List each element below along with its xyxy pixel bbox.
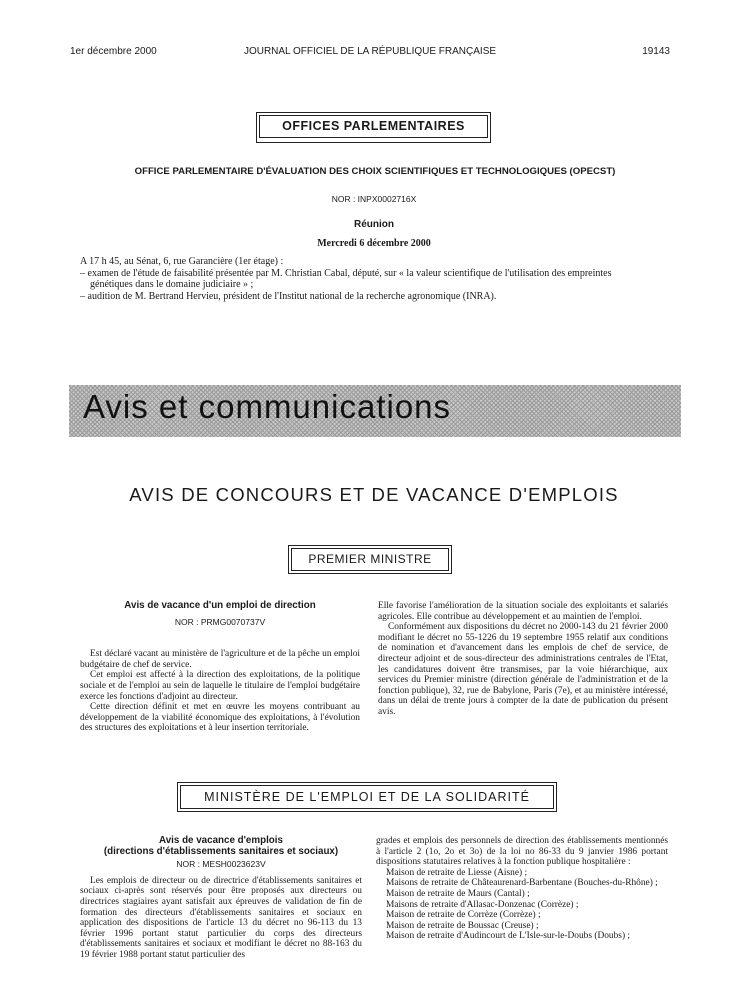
paragraph: Conformément aux dispositions du décret no 2000-143 du 21 février 2000 modifiant le décret no 55-1226 du 19 septembre 1955 relatif aux conditions de nomination et d'avancement dans les emplois de chef de service, de directeur adjoint et de sous-directeur des administrations centrales de l'Etat, les candidatures doivent être transmises, par la voie hiérarchique, aux services du Premier ministre (direction générale de l'administration et de la fonction publique), 32, rue de Babylone, Paris (7e), et au ministère intéressé, dans un délai de trente jours à compter de la date de publication du présent avis.	[378, 622, 668, 717]
list-item: Maisons de retraite d'Allasac-Donzenac (Corrèze) ;	[386, 899, 579, 910]
agenda-line: génétiques dans le domaine judiciaire » ;	[90, 279, 254, 290]
paragraph: Les emplois de directeur ou de directrice d'établissements sanitaires et sociaux ci-après sont réservés pour être proposés aux directeurs ou directrices stagiaires ayant satisfait aux épreuves de validation de fin de formation des directeurs d'établissements sanitaires et sociaux en application des dispositions de l'article 13 du décret no 96-113 du 13 février 1996 portant statut particulier du corps des directeurs d'établissements sanitaires et sociaux et modifiant le décret no 88-163 du 19 février 1988 portant statut particulier des	[80, 875, 362, 960]
ministere-emploi-title: MINISTÈRE DE L'EMPLOI ET DE LA SOLIDARITÉ	[180, 785, 554, 809]
paragraph: Cette direction définit et met en œuvre les moyens contribuant au développement de la viabilité économique des exploitations, à l'évolution des structures des exploitations et à leur insertion territoriale.	[80, 702, 360, 734]
concours-title: AVIS DE CONCOURS ET DE VACANCE D'EMPLOIS	[129, 484, 619, 505]
mes-section-title: Avis de vacance d'emplois	[159, 835, 283, 846]
pm-nor: NOR : PRMG0070737V	[174, 616, 266, 627]
premier-ministre-box	[288, 545, 452, 574]
meeting-agenda	[80, 256, 670, 302]
header-journal-title: JOURNAL OFFICIEL DE LA RÉPUBLIQUE FRANÇAISE	[243, 46, 497, 57]
header-date: 1er décembre 2000	[70, 46, 157, 57]
list-item: Maison de retraite de Boussac (Creuse) ;	[386, 920, 539, 931]
meeting-date: Mercredi 6 décembre 2000	[317, 238, 431, 249]
paragraph: Est déclaré vacant au ministère de l'agriculture et de la pêche un emploi budgétaire de chef de service.	[80, 649, 360, 670]
agenda-line: A 17 h 45, au Sénat, 6, rue Garancière (1er étage) :	[80, 256, 284, 267]
page-header	[70, 46, 670, 60]
list-item: Maison de retraite de Maurs (Cantal) ;	[386, 888, 530, 899]
header-page-number: 19143	[642, 46, 670, 57]
pm-left-column	[80, 601, 360, 734]
agenda-line: – audition de M. Bertrand Hervieu, président de l'Institut national de la recherche agronomique (INRA).	[80, 290, 497, 302]
mes-right-column	[376, 836, 668, 942]
mes-section-subtitle: (directions d'établissements sanitaires et sociaux)	[103, 845, 339, 857]
paragraph: Cet emploi est affecté à la direction des exploitations, de la politique sociale et de l'emploi au sein de laquelle le titulaire de l'emploi budgétaire exerce les fonctions d'adjoint au directeur.	[80, 670, 360, 702]
premier-ministre-title: PREMIER MINISTRE	[291, 548, 449, 571]
opecst-title: OFFICE PARLEMENTAIRE D'ÉVALUATION DES CHOIX SCIENTIFIQUES ET TECHNOLOGIQUES (OPECST)	[134, 166, 616, 177]
opecst-nor: NOR : INPX0002716X	[331, 194, 417, 204]
list-item: Maison de retraite de Corrèze (Corrèze) ;	[386, 910, 541, 921]
paragraph: grades et emplois des personnels de direction des établissements mentionnés à l'article 2 (1o, 2o et 3o) de la loi no 86-33 du 9 janvier 1986 portant dispositions statutaires relatives à la fonction publique hospitalière :	[376, 836, 668, 868]
list-item: Maison de retraite d'Audincourt de L'Isle-sur-le-Doubs (Doubs) ;	[386, 931, 631, 942]
pm-right-column	[378, 601, 668, 718]
mes-left-column	[80, 836, 362, 961]
offices-parlementaires-title: OFFICES PARLEMENTAIRES	[259, 115, 488, 138]
list-item: Maisons de retraite de Châteaurenard-Barbentane (Bouches-du-Rhône) ;	[386, 878, 658, 889]
agenda-line: – examen de l'étude de faisabilité présentée par M. Christian Cabal, député, sur « la valeur scientifique de l'utilisation des empreintes	[80, 267, 612, 279]
paragraph: Elle favorise l'amélioration de la situation sociale des exploitants et salariés agricoles. Elle contribue au développement et au maintien de l'emploi.	[378, 601, 668, 622]
avis-communications-banner	[69, 385, 681, 437]
pm-section-title: Avis de vacance d'un emploi de direction	[124, 600, 316, 611]
ministere-emploi-box	[177, 782, 557, 812]
banner-text: Avis et communications	[83, 388, 452, 425]
meeting-label: Réunion	[354, 219, 394, 230]
mes-nor: NOR : MESH0023623V	[176, 859, 266, 870]
offices-parlementaires-box	[256, 112, 491, 143]
list-item: Maison de retraite de Liesse (Aisne) ;	[386, 867, 528, 878]
